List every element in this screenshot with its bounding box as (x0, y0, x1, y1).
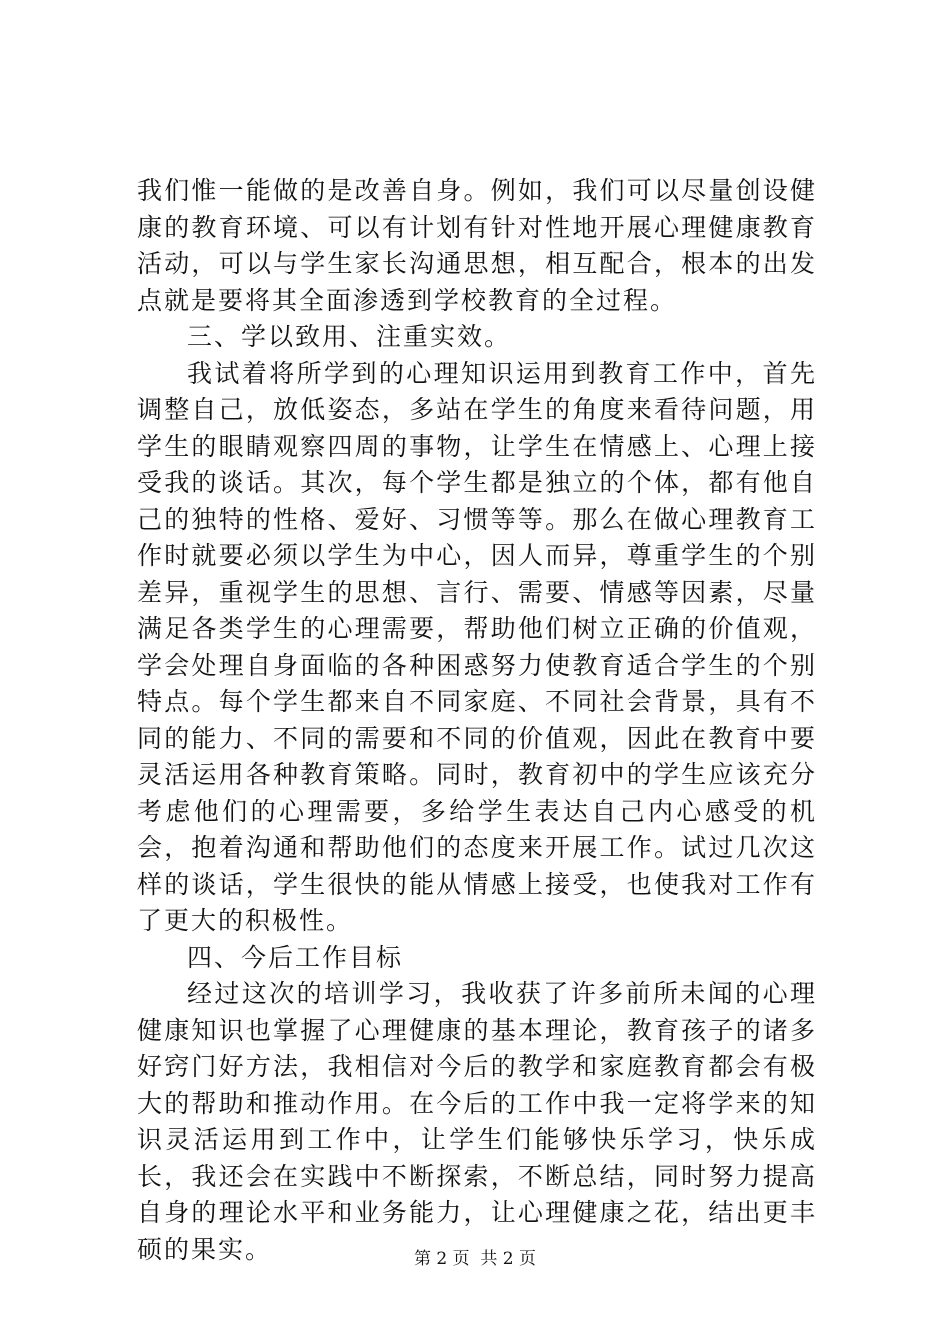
paragraph-continuation: 我们惟一能做的是改善自身。例如，我们可以尽量创设健康的教育环境、可以有计划有针对性地开展心理健康教育活动，可以与学生家长沟通思想，相互配合，根本的出发点就是要将其全面渗透到学校教育的全过程。 (137, 176, 817, 315)
section-heading-3: 三、学以致用、注重实效。 (187, 322, 512, 351)
section-heading-4: 四、今后工作目标 (187, 942, 404, 972)
paragraph-apply-knowledge: 我试着将所学到的心理知识运用到教育工作中，首先调整自己，放低姿态，多站在学生的角度来看待问题，用学生的眼睛观察四周的事物，让学生在情感上、心理上接受我的谈话。其次，每个学生都是独立的个体，都有他自己的独特的性格、爱好、习惯等等。那么在做心理教育工作时就要必须以学生为中心，因人而异，尊重学生的个别差异，重视学生的思想、言行、需要、情感等因素，尽量满足各类学生的心理需要，帮助他们树立正确的价值观，学会处理自身面临的各种困惑努力使教育适合学生的个别特点。每个学生都来自不同家庭、不同社会背景，具有不同的能力、不同的需要和不同的价值观，因此在教育中要灵活运用各种教育策略。同时，教育初中的学生应该充分考虑他们的心理需要，多给学生表达自己内心感受的机会，抱着沟通和帮助他们的态度来开展工作。试过几次这样的谈话，学生很快的能从情感上接受，也使我对工作有了更大的积极性。 (137, 358, 817, 935)
page-number-label: 第 2 页 共 2 页 (413, 1249, 537, 1269)
paragraph-future-goals: 经过这次的培训学习，我收获了许多前所未闻的心理健康知识也掌握了心理健康的基本理论，教育孩子的诸多好窍门好方法，我相信对今后的教学和家庭教育都会有极大的帮助和推动作用。在今后的工作中我一定将学来的知识灵活运用到工作中，让学生们能够快乐学习，快乐成长，我还会在实践中不断探索，不断总结，同时努力提高自身的理论水平和业务能力，让心理健康之花，结出更丰硕的果实。 (137, 979, 817, 1264)
document-body (137, 173, 817, 1268)
page-footer (0, 1244, 950, 1269)
